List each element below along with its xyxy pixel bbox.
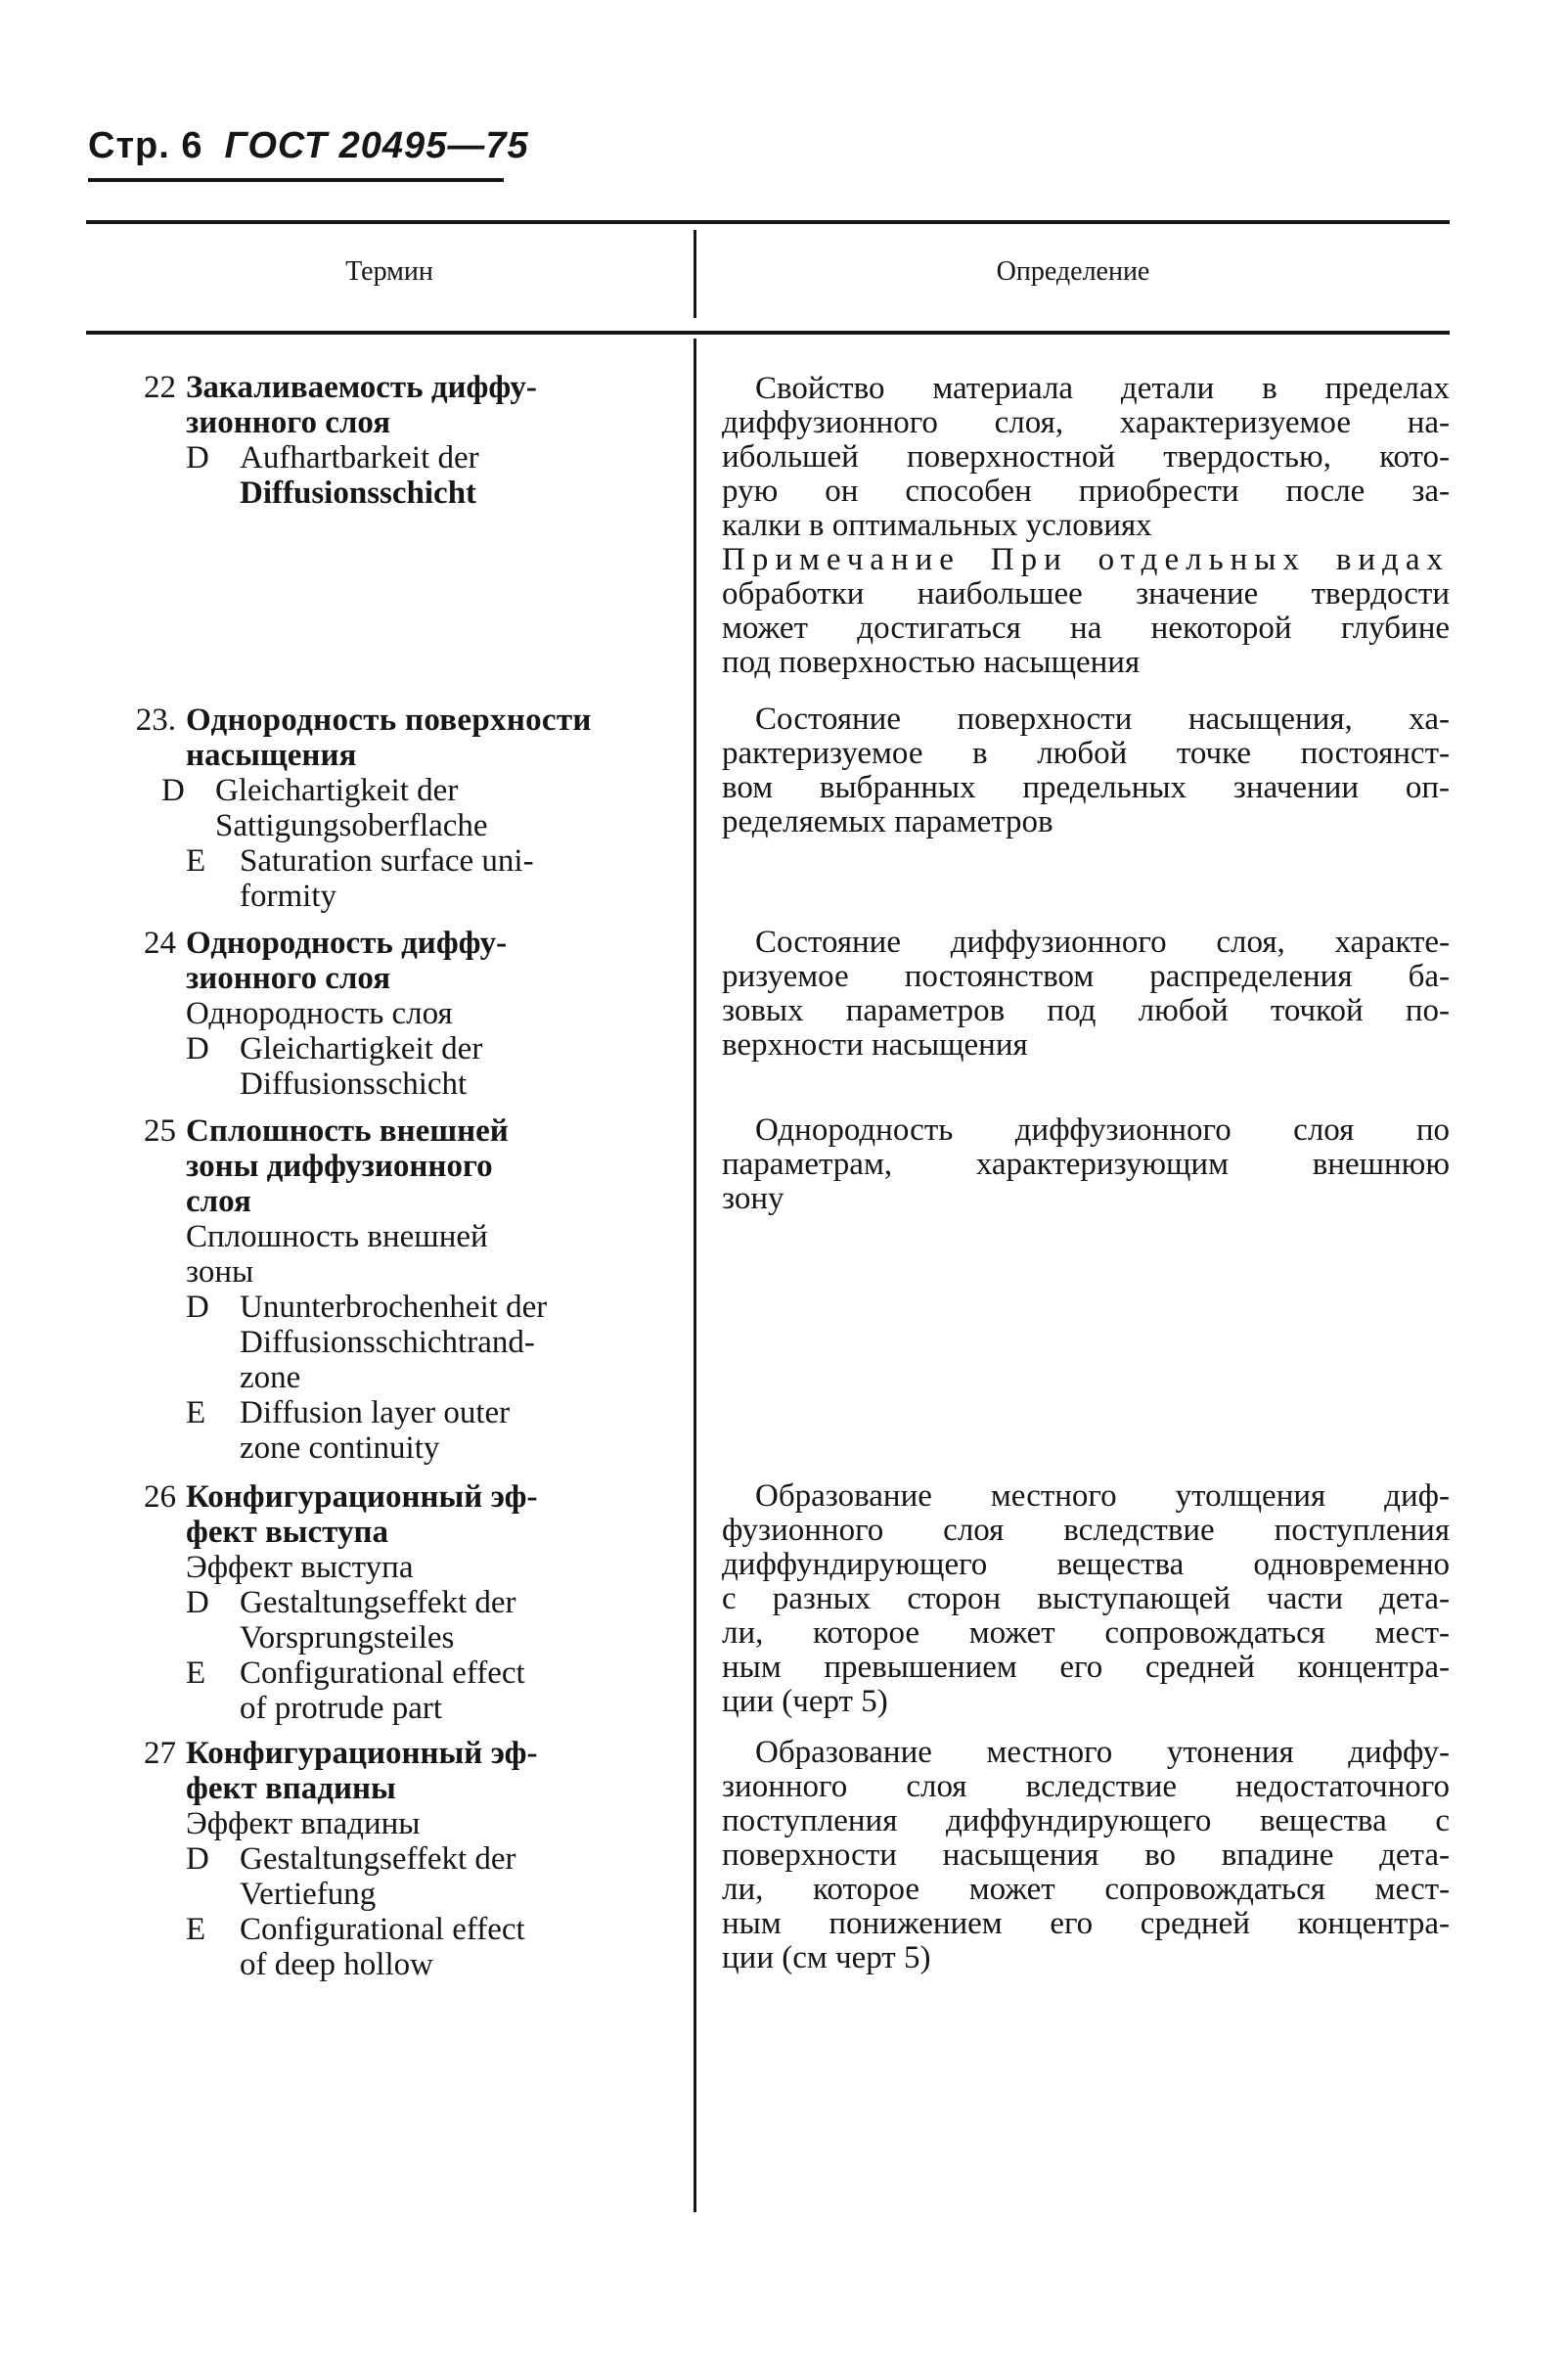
term-name-line: Однородность поверхности [186, 703, 592, 738]
definition-line: с разных сторон выступающей части дета- [722, 1581, 1450, 1616]
definition-line: диффундирующего вещества одновременно [722, 1547, 1450, 1582]
definition-line: ции (см черт 5) [722, 1940, 931, 1975]
definition-line: ризуемое постоянством распределения ба- [722, 959, 1450, 994]
definition-line: фузионного слоя вследствие поступления [722, 1513, 1450, 1548]
definition-line: зионного слоя вследствие недостаточного [722, 1769, 1450, 1804]
term-foreign-english: E Diffusion layer outer [186, 1395, 511, 1430]
term-name-line: Закаливаемость диффу- [186, 370, 537, 405]
term-name-line: фект впадины [186, 1771, 396, 1806]
definition-line: Образование местного утонения диффу- [755, 1735, 1450, 1770]
definition-line: вом выбранных предельных значении оп- [722, 770, 1450, 805]
definition-line: ределяемых параметров [722, 804, 1053, 839]
definition-line: ли, которое может сопровождаться мест- [722, 1872, 1450, 1907]
table-row-term-25 [108, 1113, 665, 1466]
term-foreign-german: D Gleichartigkeit der [186, 1031, 483, 1066]
definition-line: рактеризуемое в любой точке постоянст- [722, 736, 1450, 771]
definition-line: Свойство материала детали в пределах [755, 371, 1450, 406]
table-row-definition-23 [722, 703, 1450, 839]
standard-number: ГОСТ 20495—75 [224, 125, 529, 166]
term-number: 22 [144, 370, 176, 405]
note-line: может достигаться на некоторой глубине [722, 611, 1450, 646]
term-foreign-german: D Gestaltungseffekt der [186, 1585, 516, 1620]
definition-line: Состояние диффузионного слоя, характе- [755, 925, 1450, 960]
term-foreign-german: D Ununterbrochenheit der [186, 1290, 548, 1325]
term-name-line: Однородность диффу- [186, 926, 508, 961]
term-foreign-line: Vorsprungsteiles [240, 1620, 455, 1655]
term-foreign-english: E Configurational effect [186, 1912, 525, 1947]
term-foreign-line: Diffusionsschicht [240, 476, 477, 511]
term-number: 27 [144, 1736, 176, 1771]
definition-line: ным превышением его средней концентра- [722, 1650, 1450, 1685]
note-line: под поверхностью насыщения [722, 645, 1141, 680]
term-number: 24 [144, 926, 176, 961]
term-name-line: зионного слоя [186, 405, 391, 440]
definition-line: ибольшей поверхностной твердостью, кото- [722, 439, 1450, 475]
table-row-definition-24 [722, 926, 1450, 1063]
column-header-term: Термин [345, 256, 433, 287]
definition-line: ции (черт 5) [722, 1684, 888, 1719]
definition-line: диффузионного слоя, характеризуемое на- [722, 405, 1450, 440]
definition-line: Образование местного утолщения диф- [755, 1478, 1450, 1514]
term-foreign-german: D Gestaltungseffekt der [186, 1841, 516, 1877]
term-number: 23. [135, 703, 176, 738]
term-foreign-line: formity [240, 879, 336, 914]
definition-line: параметрам, характеризующим внешнюю [722, 1147, 1450, 1182]
table-row-definition-22 [722, 372, 1450, 680]
term-foreign-line: zone continuity [240, 1430, 440, 1466]
table-row-definition-26 [722, 1479, 1450, 1719]
note-line: обработки наибольшее значение твердости [722, 576, 1450, 612]
definition-line: ли, которое может сопровождаться мест- [722, 1615, 1450, 1651]
table-row-term-23 [108, 703, 665, 914]
term-foreign-english: E Saturation surface uni- [186, 843, 534, 879]
term-name-line: фект выступа [186, 1515, 388, 1550]
definition-line: Однородность диффузионного слоя по [755, 1112, 1450, 1148]
term-name-line: слоя [186, 1184, 251, 1219]
table-row-term-26 [108, 1479, 665, 1726]
term-foreign-line: Vertiefung [240, 1877, 377, 1912]
term-foreign-line: Diffusionsschichtrand- [240, 1325, 535, 1360]
table-row-term-24 [108, 926, 665, 1102]
page-number: Стр. 6 [88, 125, 203, 166]
term-foreign-german: D Aufhartbarkeit der [186, 440, 479, 476]
definition-line: поступления диффундирующего вещества с [722, 1803, 1450, 1838]
term-foreign-line: Diffusionsschicht [240, 1066, 468, 1102]
definition-line: ным понижением его средней концентра- [722, 1906, 1450, 1941]
table-row-definition-25 [722, 1113, 1450, 1216]
table-row-term-22 [108, 370, 665, 511]
table-top-rule [86, 220, 1450, 224]
term-foreign-line: Sattigungsoberflache [215, 808, 488, 843]
definition-line: Состояние поверхности насыщения, ха- [755, 702, 1450, 737]
body-column-divider [694, 339, 696, 2212]
definition-line: зовых параметров под любой точкой по- [722, 993, 1450, 1028]
definition-line: калки в оптимальных условиях [722, 508, 1152, 543]
table-header-rule [86, 331, 1450, 335]
term-name-line: Сплошность внешней [186, 1113, 509, 1149]
term-synonym-line: Эффект выступа [186, 1550, 414, 1585]
table-row-term-27 [108, 1736, 665, 1982]
term-foreign-line: of protrude part [240, 1691, 443, 1726]
term-foreign-line: of deep hollow [240, 1947, 433, 1982]
term-synonym-line: Сплошность внешней [186, 1219, 488, 1254]
page-header [88, 125, 529, 167]
term-name-line: зоны диффузионного [186, 1149, 493, 1184]
table-row-definition-27 [722, 1736, 1450, 1975]
term-synonym-line: зоны [186, 1254, 254, 1290]
term-synonym-line: Однородность слоя [186, 996, 453, 1031]
definition-line: поверхности насыщения во впадине дета- [722, 1837, 1450, 1873]
note-line: Примечание При отдельных видах [722, 542, 1450, 577]
definition-line: зону [722, 1181, 784, 1216]
header-underline [88, 178, 504, 182]
term-foreign-english: E Configurational effect [186, 1655, 525, 1691]
column-header-definition: Определение [996, 256, 1150, 287]
term-foreign-german: D Gleichartigkeit der [161, 773, 459, 808]
term-number: 25 [144, 1113, 176, 1149]
term-name-line: Конфигурационный эф- [186, 1479, 538, 1515]
term-synonym-line: Эффект впадины [186, 1806, 421, 1841]
definition-line: верхности насыщения [722, 1027, 1028, 1063]
term-foreign-line: zone [240, 1360, 301, 1395]
definition-line: рую он способен приобрести после за- [722, 474, 1450, 509]
term-name-line: зионного слоя [186, 961, 391, 996]
term-name-line: насыщения [186, 738, 357, 773]
term-name-line: Конфигурационный эф- [186, 1736, 538, 1771]
term-number: 26 [144, 1479, 176, 1515]
